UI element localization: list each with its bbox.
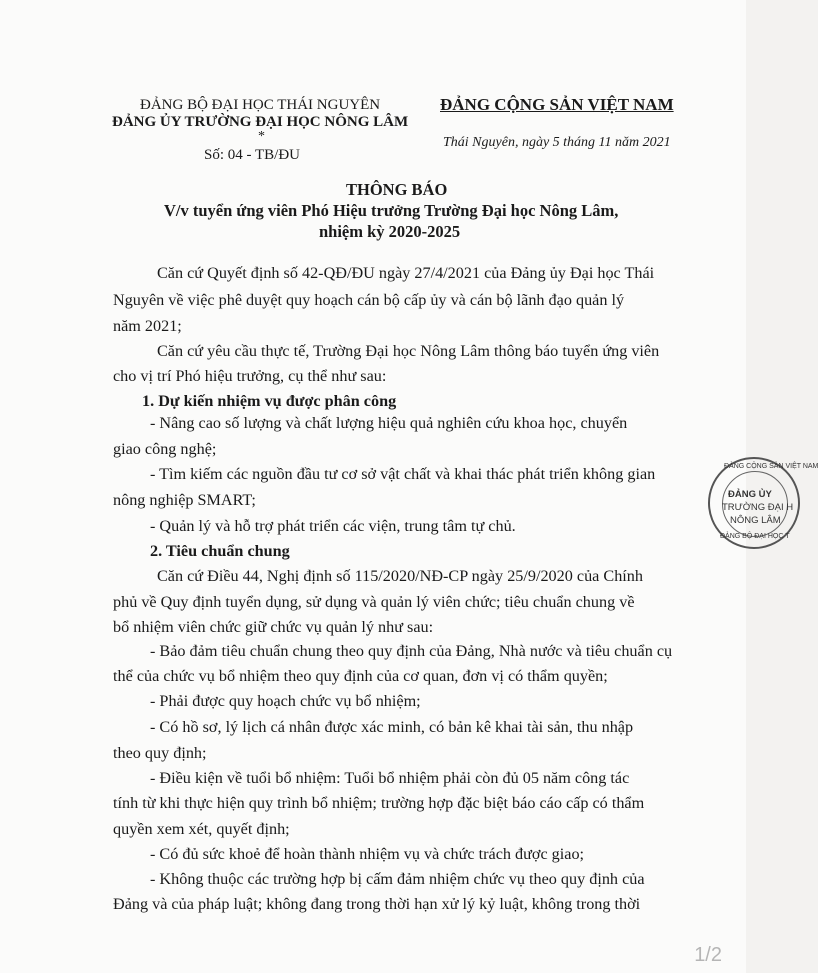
- stamp-line-3: NÔNG LÂM: [730, 515, 781, 526]
- place-date: Thái Nguyên, ngày 5 tháng 11 năm 2021: [443, 135, 671, 150]
- body-line: - Phải được quy hoạch chức vụ bổ nhiệm;: [150, 692, 421, 710]
- section-heading-2: 2. Tiêu chuẩn chung: [150, 542, 290, 560]
- document-number: Số: 04 - TB/ĐU: [204, 147, 300, 163]
- body-line: theo quy định;: [113, 744, 207, 762]
- body-line: - Tìm kiếm các nguồn đầu tư cơ sở vật chất và khai thác phát triển không gian: [150, 465, 656, 483]
- party-committee: ĐẢNG BỘ ĐẠI HỌC THÁI NGUYÊN: [140, 97, 381, 113]
- body-line: năm 2021;: [113, 317, 182, 335]
- body-line: - Bảo đảm tiêu chuẩn chung theo quy định của Đảng, Nhà nước và tiêu chuẩn cụ: [150, 642, 673, 660]
- body-line: Căn cứ Điều 44, Nghị định số 115/2020/NĐ-CP ngày 25/9/2020 của Chính: [157, 567, 643, 585]
- body-line: Nguyên về việc phê duyệt quy hoạch cán bộ cấp ủy và cán bộ lãnh đạo quản lý: [113, 291, 625, 309]
- body-line: - Không thuộc các trường hợp bị cấm đảm nhiệm chức vụ theo quy định của: [150, 870, 645, 888]
- body-line: Căn cứ yêu cầu thực tế, Trường Đại học Nông Lâm thông báo tuyển ứng viên: [157, 342, 660, 360]
- body-line: - Quản lý và hỗ trợ phát triển các viện, trung tâm tự chủ.: [150, 517, 516, 535]
- section-heading-1: 1. Dự kiến nhiệm vụ được phân công: [142, 392, 397, 410]
- body-line: Căn cứ Quyết định số 42-QĐ/ĐU ngày 27/4/2021 của Đảng ủy Đại học Thái: [157, 264, 655, 282]
- body-line: bổ nhiệm viên chức giữ chức vụ quản lý như sau:: [113, 618, 434, 636]
- body-line: tính từ khi thực hiện quy trình bổ nhiệm; trường hợp đặc biệt báo cáo cấp có thẩm: [113, 794, 645, 812]
- body-line: quyền xem xét, quyết định;: [113, 820, 290, 838]
- body-line: nông nghiệp SMART;: [113, 491, 256, 509]
- body-line: - Điều kiện về tuổi bổ nhiệm: Tuổi bổ nhiệm phải còn đủ 05 năm công tác: [150, 769, 630, 787]
- body-line: - Có hồ sơ, lý lịch cá nhân được xác minh, có bản kê khai tài sản, thu nhập: [150, 718, 634, 736]
- body-line: Đảng và của pháp luật; không đang trong thời hạn xử lý kỷ luật, không trong thời: [113, 895, 641, 913]
- stamp-line-2: TRƯỜNG ĐẠI H: [722, 502, 794, 513]
- stamp-line-1: ĐẢNG ỦY: [728, 489, 772, 500]
- stamp-ring-top: ĐẢNG CỘNG SẢN VIỆT NAM: [724, 463, 818, 470]
- stamp-ring-bottom: ĐẢNG BỘ ĐẠI HỌC T: [720, 533, 790, 540]
- body-line: cho vị trí Phó hiệu trưởng, cụ thể như sau:: [113, 367, 387, 385]
- document-title: THÔNG BÁO: [346, 180, 448, 199]
- document-subtitle-line-2: nhiệm kỳ 2020-2025: [319, 222, 461, 241]
- page-indicator: 1/2: [694, 944, 722, 966]
- document-subtitle-line-1: V/v tuyển ứng viên Phó Hiệu trưởng Trường Đại học Nông Lâm,: [164, 201, 619, 220]
- body-line: thể của chức vụ bổ nhiệm theo quy định của cơ quan, đơn vị có thẩm quyền;: [113, 667, 608, 685]
- party-name: ĐẢNG CỘNG SẢN VIỆT NAM: [440, 95, 674, 114]
- body-line: phủ về Quy định tuyển dụng, sử dụng và quản lý viên chức; tiêu chuẩn chung về: [113, 593, 635, 611]
- body-line: giao công nghệ;: [113, 440, 217, 458]
- body-line: - Nâng cao số lượng và chất lượng hiệu quả nghiên cứu khoa học, chuyển: [150, 414, 628, 432]
- body-line: - Có đủ sức khoẻ để hoàn thành nhiệm vụ và chức trách được giao;: [150, 845, 585, 863]
- header-star: *: [258, 129, 265, 144]
- university-committee: ĐẢNG ỦY TRƯỜNG ĐẠI HỌC NÔNG LÂM: [112, 114, 409, 130]
- official-seal-stamp: [708, 457, 818, 549]
